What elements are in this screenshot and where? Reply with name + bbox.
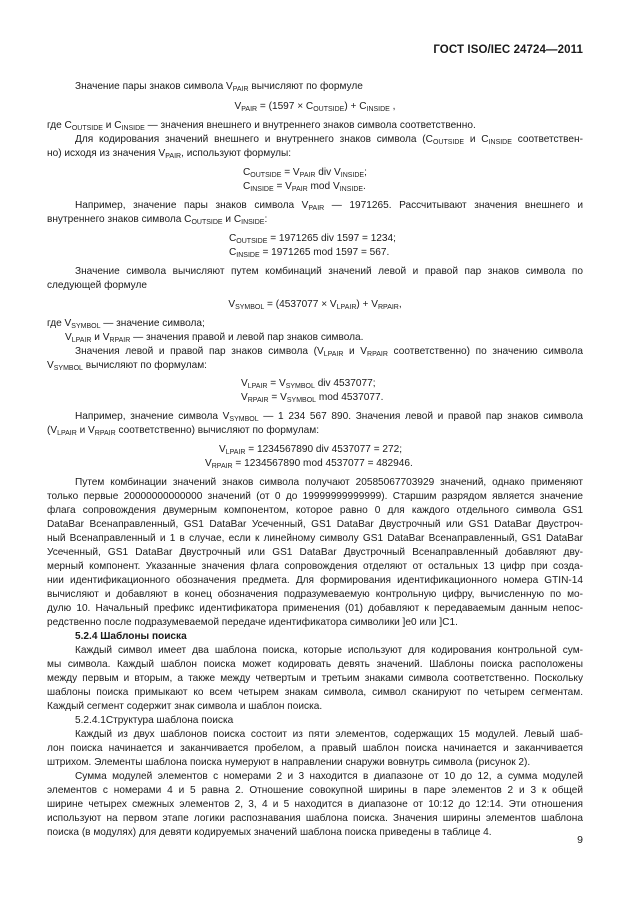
- formula-line: $V_{RPAIR} = 1234567890$ mod 4537077 = 482946.: [205, 458, 413, 470]
- text-line: Путем комбинации значений знаков символа получают 20585067703929 значений, однако применяют: [75, 477, 583, 488]
- subsection-heading: 5.2.4.1Структура шаблона поиска: [75, 715, 234, 726]
- text-line: Каждый символ имеет два шаблона поиска, которые используют для кодирования контрольной сум-: [75, 645, 583, 656]
- text-line: штрихом. Элементы шаблона поиска нумеруют в направлении снаружи вовнутрь символа (рисунок 2).: [47, 757, 531, 768]
- text-line: редственно после подразумеваемой передаче идентификатора символики ]e0 или ]C1.: [47, 617, 458, 628]
- text-line: лон поиска начинается и заканчивается пробелом, а правый шаблон поиска начинается и заканчивается: [47, 743, 583, 754]
- standard-header: ГОСТ ISO/IEC 24724—2011: [433, 44, 583, 56]
- text-line: мерный компонент. Указанные значения флага сопровождения отделяют от остальных 13 цифр при созда-: [47, 561, 583, 572]
- text-line: Сумма модулей элементов с номерами 2 и 3 находится в диапазоне от 10 до 12, а сумма модулей: [75, 771, 583, 782]
- text-line: используют на первом этапе логики распознавания шаблона поиска. Значения ширины элементов шаблона: [47, 813, 583, 824]
- formula-line: $C_{OUTSIDE} = V_{PAIR}$ div $V_{INSIDE}$;: [243, 167, 367, 179]
- formula-line: $C_{INSIDE} = V_{PAIR}$ mod $V_{INSIDE}$.: [243, 181, 366, 193]
- text-line: следующей формуле: [47, 280, 147, 291]
- text-line: ный Всенаправленный и 1 в случае, если к линейному символу GS1 DataBar Всенаправленный, GS1 DataBar: [47, 533, 583, 544]
- text-line: ширине четырех смежных элементов 2, 3, 4 и 5 находится в диапазоне от 10:12 до 12:14. Эти отношения: [47, 799, 583, 810]
- text-line: Каждый из двух шаблонов поиска состоит из пяти элементов, содержащих 15 модулей. Левый шаб-: [75, 729, 583, 740]
- section-heading: 5.2.4 Шаблоны поиска: [75, 631, 187, 642]
- formula-line: $V_{LPAIR} = V_{SYMBOL}$ div 4537077;: [241, 378, 376, 390]
- text-line: элементов с номерами 4 и 5 равна 2. Отношение совокупной ширины в паре элементов 2 и 3 к общей: [47, 785, 583, 796]
- text-line: но) исходя из значения $V_{PAIR}$, используют формулы:: [47, 148, 292, 160]
- text-line: Усеченный, GS1 DataBar Двустрочный или GS1 DataBar Двустрочный Всенаправленный добавляют дву-: [47, 547, 583, 558]
- text-line: Значение символа вычисляют путем комбинаций значений левой и правой пар знаков символа по: [75, 266, 583, 277]
- text-line: шаблоны поиска примыкают ко всем четырем знакам символа, символ сканируют по четырем сегментам.: [47, 687, 583, 698]
- text-line: Значения левой и правой пар знаков символа ($V_{LPAIR}$ и $V_{RPAIR}$ соответственно) по значению символа: [75, 346, 583, 358]
- text-line: поиска (в модулях) для девяти кодируемых значений шаблона поиска приведены в таблице 4.: [47, 827, 492, 838]
- page-number: 9: [577, 834, 583, 846]
- text-line: где $C_{OUTSIDE}$ и $C_{INSIDE}$ — значения внешнего и внутреннего знаков символа соответственно.: [47, 120, 476, 132]
- text-line: вычисляют и добавляют в конец обозначения подразумеваемую контрольную цифру, вычисленную по мо-: [47, 589, 583, 600]
- text-line: только первые 20000000000000 значений (от 0 до 19999999999999). Старшим разрядом является значение: [47, 491, 583, 502]
- formula-line: $C_{INSIDE} = 1971265$ mod 1597 = 567.: [229, 247, 390, 259]
- text-line: Каждый сегмент содержит знак символа и шаблон поиска.: [47, 701, 323, 712]
- text-line: $V_{SYMBOL}$ вычисляют по формулам:: [47, 360, 207, 372]
- text-line: нии идентификационного обозначения предмета. Для формирования идентификационного номера GTIN-14: [47, 575, 583, 586]
- text-line: внутреннего знаков символа $C_{OUTSIDE}$ и $C_{INSIDE}$:: [47, 214, 268, 226]
- text-line: Например, значение пары знаков символа $V_{PAIR}$ — 1971265. Рассчитывают значения внешнего и: [75, 200, 584, 212]
- text-line: Например, значение символа $V_{SYMBOL}$ — 1 234 567 890. Значения левой и правой пар знаков символа: [75, 411, 583, 423]
- text-line: дулю 10. Начальный префикс идентификатора применения (01) добавляют к передаваемым данным непос-: [47, 603, 583, 614]
- text-line: ($V_{LPAIR}$ и $V_{RPAIR}$ соответственно) вычисляют по формулам:: [47, 425, 319, 437]
- formula-line: $V_{SYMBOL} = (4537077 \times V_{LPAIR}) + V_{RPAIR}$,: [228, 299, 402, 311]
- text-line: между первым и вторым, а также между четвертым и третьим знаками символа соответственно. Поскольку: [47, 673, 583, 684]
- formula-line: $V_{RPAIR} = V_{SYMBOL}$ mod 4537077.: [241, 392, 384, 404]
- text-line: где $V_{SYMBOL}$ — значение символа;: [47, 318, 205, 330]
- text-line: флага сопровождения двумерным компонентом, которое равно 0 для каждого отдельного символа GS1: [47, 505, 583, 516]
- formula-line: $V_{LPAIR} = 1234567890$ div 4537077 = 272;: [219, 444, 403, 456]
- text-line: DataBar Всенаправленный, GS1 DataBar Усеченный, GS1 DataBar Двустрочный или GS1 DataBar Двустроч-: [47, 519, 583, 530]
- formula-line: $C_{OUTSIDE} = 1971265$ div 1597 = 1234;: [229, 233, 396, 245]
- text-line: Для кодирования значений внешнего и внутреннего знаков символа ($C_{OUTSIDE}$ и $C_{INSIDE}$ соответствен-: [75, 134, 583, 146]
- text-line: мы символа. Каждый шаблон поиска может кодировать девять значений. Шаблоны поиска расположены: [47, 659, 583, 670]
- text-line: Значение пары знаков символа $V_{PAIR}$ вычисляют по формуле: [75, 81, 363, 93]
- text-line: $V_{LPAIR}$ и $V_{RPAIR}$ — значения правой и левой пар знаков символа.: [65, 332, 364, 344]
- formula-line: $V_{PAIR} = (1597 \times C_{OUTSIDE}) + C_{INSIDE}$ ,: [234, 101, 396, 113]
